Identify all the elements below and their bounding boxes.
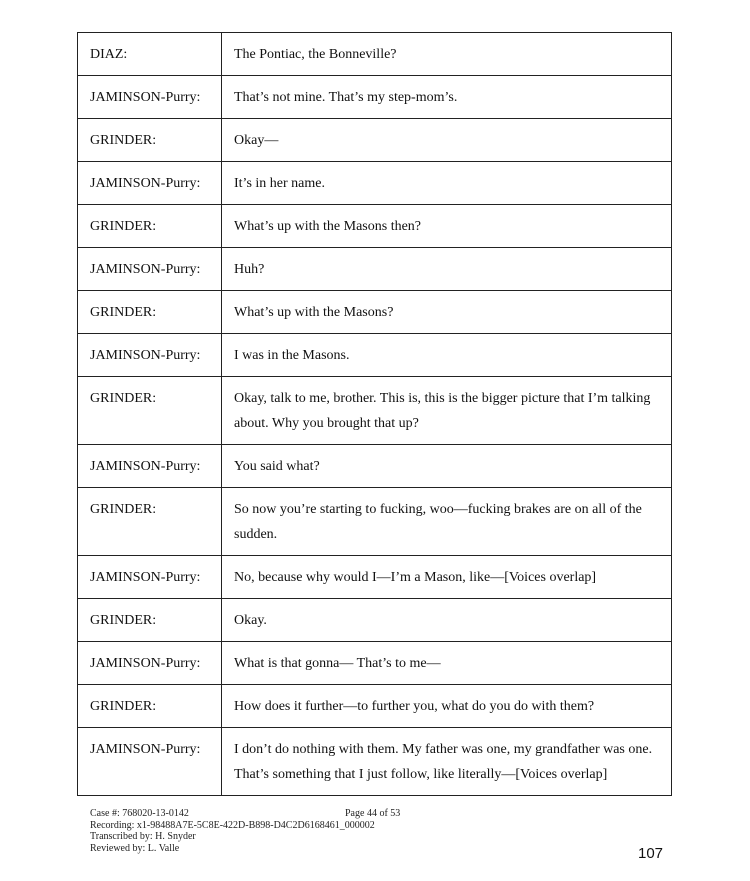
- dialogue-cell: Okay—: [222, 119, 672, 162]
- speaker-cell: JAMINSON-Purry:: [78, 162, 222, 205]
- dialogue-cell: That’s not mine. That’s my step-mom’s.: [222, 76, 672, 119]
- table-row: [78, 33, 672, 76]
- dialogue-cell: How does it further—to further you, what do you do with them?: [222, 685, 672, 728]
- table-row: [78, 205, 672, 248]
- dialogue-cell: You said what?: [222, 445, 672, 488]
- speaker-cell: JAMINSON-Purry:: [78, 556, 222, 599]
- table-row: [78, 119, 672, 162]
- dialogue-cell: Okay.: [222, 599, 672, 642]
- dialogue-cell: What’s up with the Masons?: [222, 291, 672, 334]
- dialogue-cell: The Pontiac, the Bonneville?: [222, 33, 672, 76]
- table-row: [78, 685, 672, 728]
- table-row: [78, 377, 672, 445]
- table-row: [78, 599, 672, 642]
- dialogue-cell: What is that gonna— That’s to me—: [222, 642, 672, 685]
- table-row: [78, 728, 672, 796]
- dialogue-cell: Huh?: [222, 248, 672, 291]
- dialogue-cell: No, because why would I—I’m a Mason, like—[Voices overlap]: [222, 556, 672, 599]
- table-row: [78, 162, 672, 205]
- reviewer: Reviewed by: L. Valle: [90, 842, 180, 854]
- transcriber: Transcribed by: H. Snyder: [90, 831, 196, 842]
- table-row: [78, 642, 672, 685]
- page-indicator: Page 44 of 53: [345, 808, 401, 819]
- table-row: [78, 488, 672, 556]
- speaker-cell: JAMINSON-Purry:: [78, 642, 222, 685]
- recording-id: Recording: x1-98488A7E-5C8E-422D-B898-D4C2D6168461_000002: [90, 819, 375, 831]
- dialogue-cell: What’s up with the Masons then?: [222, 205, 672, 248]
- speaker-cell: DIAZ:: [78, 33, 222, 76]
- case-number: Case #: 768020-13-0142: [90, 808, 189, 819]
- table-row: [78, 291, 672, 334]
- speaker-cell: GRINDER:: [78, 119, 222, 162]
- speaker-cell: GRINDER:: [78, 377, 222, 445]
- dialogue-cell: I was in the Masons.: [222, 334, 672, 377]
- dialogue-cell: Okay, talk to me, brother. This is, this is the bigger picture that I’m talking about. Why you brought that up?: [222, 377, 672, 445]
- speaker-cell: GRINDER:: [78, 488, 222, 556]
- dialogue-cell: I don’t do nothing with them. My father was one, my grandfather was one. That’s something that I just follow, like literally—[Voices overlap]: [222, 728, 672, 796]
- speaker-cell: JAMINSON-Purry:: [78, 76, 222, 119]
- dialogue-cell: So now you’re starting to fucking, woo—fucking brakes are on all of the sudden.: [222, 488, 672, 556]
- speaker-cell: GRINDER:: [78, 205, 222, 248]
- speaker-cell: GRINDER:: [78, 599, 222, 642]
- speaker-cell: JAMINSON-Purry:: [78, 445, 222, 488]
- page-footer: [90, 808, 401, 854]
- speaker-cell: GRINDER:: [78, 685, 222, 728]
- page-number: 107: [638, 845, 664, 862]
- speaker-cell: GRINDER:: [78, 291, 222, 334]
- transcript-table: [77, 32, 672, 796]
- table-row: [78, 248, 672, 291]
- table-row: [78, 334, 672, 377]
- dialogue-cell: It’s in her name.: [222, 162, 672, 205]
- table-row: [78, 556, 672, 599]
- speaker-cell: JAMINSON-Purry:: [78, 334, 222, 377]
- table-row: [78, 445, 672, 488]
- table-row: [78, 76, 672, 119]
- speaker-cell: JAMINSON-Purry:: [78, 728, 222, 796]
- speaker-cell: JAMINSON-Purry:: [78, 248, 222, 291]
